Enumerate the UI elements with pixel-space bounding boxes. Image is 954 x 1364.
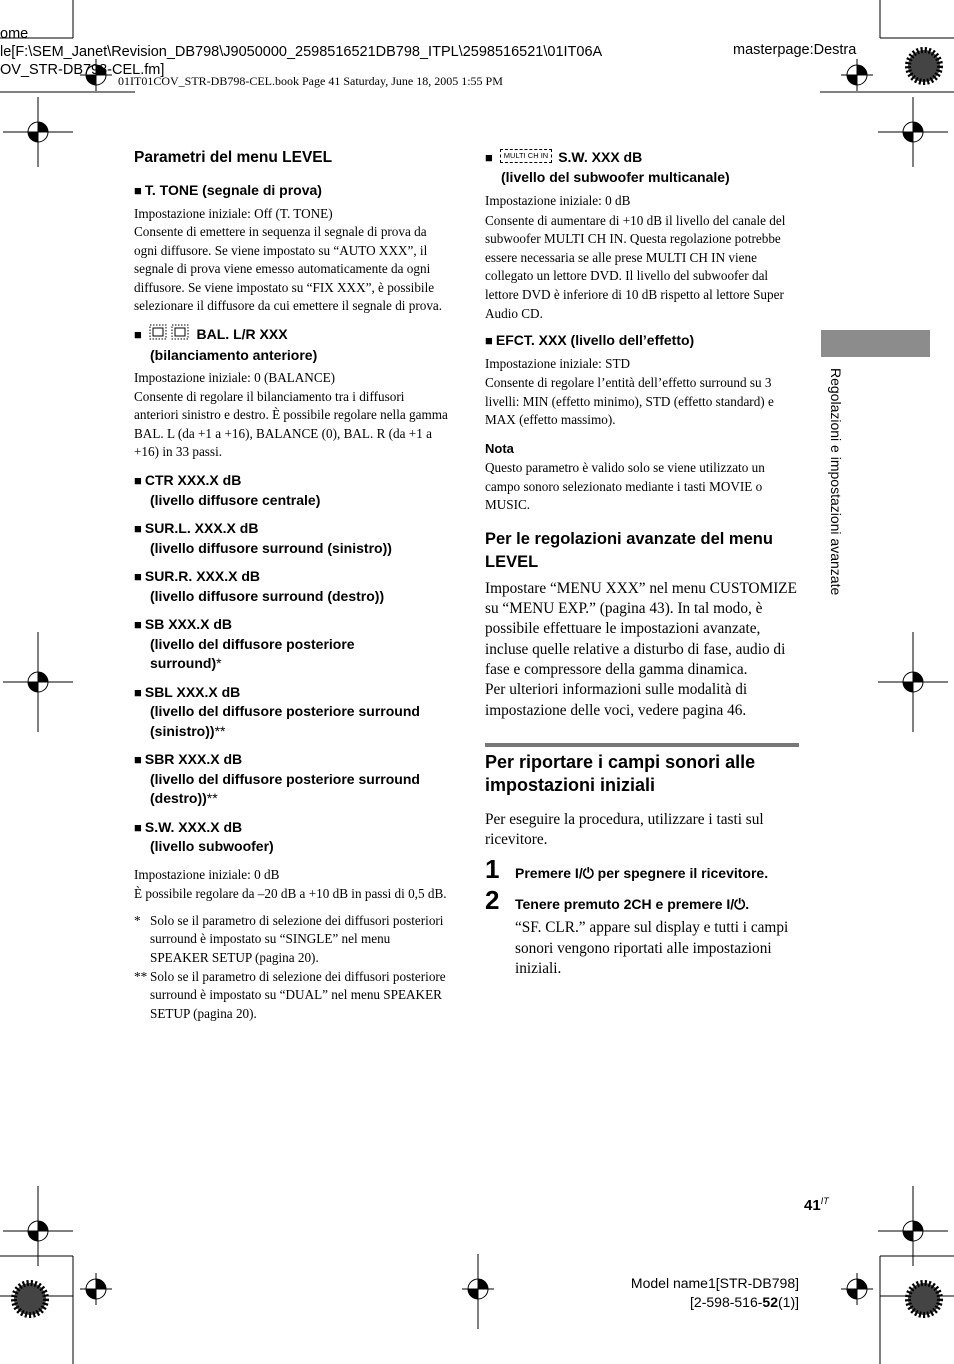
surr-item: ■ SUR.R. XXX.X dB (livello diffusore surround (destro)): [134, 568, 385, 604]
advanced-body-1: Impostare “MENU XXX” nel menu CUSTOMIZE su “MENU EXP.” (pagina 43). In tal modo, è possibile effettuare le impostazioni avanzate, incluse quelle relative a disturbo di fase, audio di fase e compressore della gamma dinamica.: [485, 579, 797, 678]
section-heading-level-params: Parametri del menu LEVEL: [134, 149, 333, 166]
side-tab: [821, 330, 930, 357]
masterpage-label: masterpage:Destra: [733, 42, 857, 58]
ttone-body: Consente di emettere in sequenza il segnale di prova da ogni diffusore. Se viene impostato su “AUTO XXX”, il segnale di prova viene emesso automaticamente da ogni diffusore. Se viene impostato su “FIX XXX”, è possibile selezionare il diffusore da cui emettere il segnale di prova.: [134, 224, 443, 314]
efct-body: Consente di regolare l’entità dell’effetto surround su 3 livelli: MIN (effetto minimo), STD (effetto standard) e MAX (effetto massimo).: [485, 375, 774, 428]
nota-body: Questo parametro è valido solo se viene utilizzato un campo sonoro selezionato mediante i tasti MOVIE o MUSIC.: [485, 460, 765, 513]
efct-item: ■ EFCT. XXX (livello dell’effetto): [485, 332, 695, 349]
footnote-single: * Solo se il parametro di selezione dei diffusori posteriori surround è impostato su “SINGLE” nel menu SPEAKER SETUP (pagina 20).: [134, 912, 444, 965]
right-column: [485, 148, 799, 979]
sw-initial: Impostazione iniziale: 0 dB: [134, 866, 280, 882]
sb-item: ■ SB XXX.X dB (livello del diffusore posteriore surround)*: [134, 616, 355, 672]
footer-model: Model name1[STR-DB798] [2-598-516-52(1)]: [630, 1275, 799, 1310]
sbr-item: ■ SBR XXX.X dB (livello del diffusore posteriore surround (destro))**: [134, 751, 420, 807]
section-rule: [485, 743, 799, 747]
ttone-item: ■ T. TONE (segnale di prova): [134, 182, 322, 198]
page-number: $41^{IT}$: [804, 1196, 829, 1214]
ttone-initial: Impostazione iniziale: Off (T. TONE): [134, 205, 333, 221]
bal-initial: Impostazione iniziale: 0 (BALANCE): [134, 370, 336, 386]
nota-label: Nota: [485, 441, 514, 457]
advanced-heading: Per le regolazioni avanzate del menu LEVEL: [485, 529, 773, 571]
file-path-line-2: le[F:\SEM_Janet\Revision_DB798\J9050000_2598516521DB798_ITPL\2598516521\01IT06A: [0, 44, 603, 60]
speaker-l-icon: [149, 324, 167, 346]
side-tab-label: Regolazioni e impostazioni avanzate: [828, 368, 844, 596]
file-path-line-3: OV_STR-DB798-CEL.fm]: [0, 62, 165, 78]
sw-body: È possibile regolare da –20 dB a +10 dB in passi di 0,5 dB.: [134, 886, 447, 902]
left-column: [134, 148, 449, 1023]
advanced-body-2: Per ulteriori informazioni sulle modalità di impostazione delle voci, vedere pagina 46.: [485, 681, 748, 719]
msw-initial: Impostazione iniziale: 0 dB: [485, 193, 631, 208]
efct-initial: Impostazione iniziale: STD: [485, 355, 631, 371]
msw-body: Consente di aumentare di +10 dB il livello del canale del subwoofer MULTI CH IN. Questa regolazione potrebbe essere necessaria se alle prese MULTI CH IN viene collegato un lettore DVD. Il livello del subwoofer dal lettore DVD è inferiore di 10 dB rispetto al lettore Super Audio CD.: [485, 212, 786, 321]
reset-heading: Per riportare i campi sonori alle impostazioni iniziali: [485, 751, 756, 795]
sw-item: ■ S.W. XXX.X dB (livello subwoofer): [134, 818, 274, 855]
step-2-body: “SF. CLR.” appare sul display e tutti i campi sonori vengono riportati alle impostazioni iniziali.: [515, 919, 789, 978]
step-2: 2 Tenere premuto 2CH e premere I/⏻.: [485, 885, 750, 916]
book-info-line: 01IT01COV_STR-DB798-CEL.book Page 41 Saturday, June 18, 2005 1:55 PM: [118, 74, 503, 88]
sbl-item: ■ SBL XXX.X dB (livello del diffusore posteriore surround (sinistro))**: [134, 683, 420, 739]
ctr-item: ■ CTR XXX.X dB (livello diffusore centrale): [134, 472, 321, 508]
file-path-line-1: ome: [0, 26, 29, 42]
reset-intro: Per eseguire la procedura, utilizzare i tasti sul ricevitore.: [485, 810, 764, 849]
step-1: 1 Premere I/⏻ per spegnere il ricevitore.: [485, 854, 769, 885]
bal-item: ■ BAL. L/R XXX (bilanciamento anteriore): [134, 325, 318, 363]
surl-item: ■ SUR.L. XXX.X dB (livello diffusore surround (sinistro)): [134, 520, 392, 556]
multich-sw-item: ■ MULTI CH IN S.W. XXX dB (livello del subwoofer multicanale): [485, 149, 730, 185]
speaker-r-icon: [171, 324, 189, 346]
bal-body: Consente di regolare il bilanciamento tra i diffusori anteriori sinistro e destro. È possibile regolare nella gamma BAL. L (da +1 a +16), BALANCE (0), BAL. R (da +1 a +16) in 33 passi.: [134, 388, 448, 460]
footnote-dual: ** Solo se il parametro di selezione dei diffusori posteriore surround è impostato su “DUAL” nel menu SPEAKER SETUP (pagina 20).: [134, 968, 446, 1021]
multi-ch-in-icon: MULTI CH IN: [500, 149, 552, 163]
